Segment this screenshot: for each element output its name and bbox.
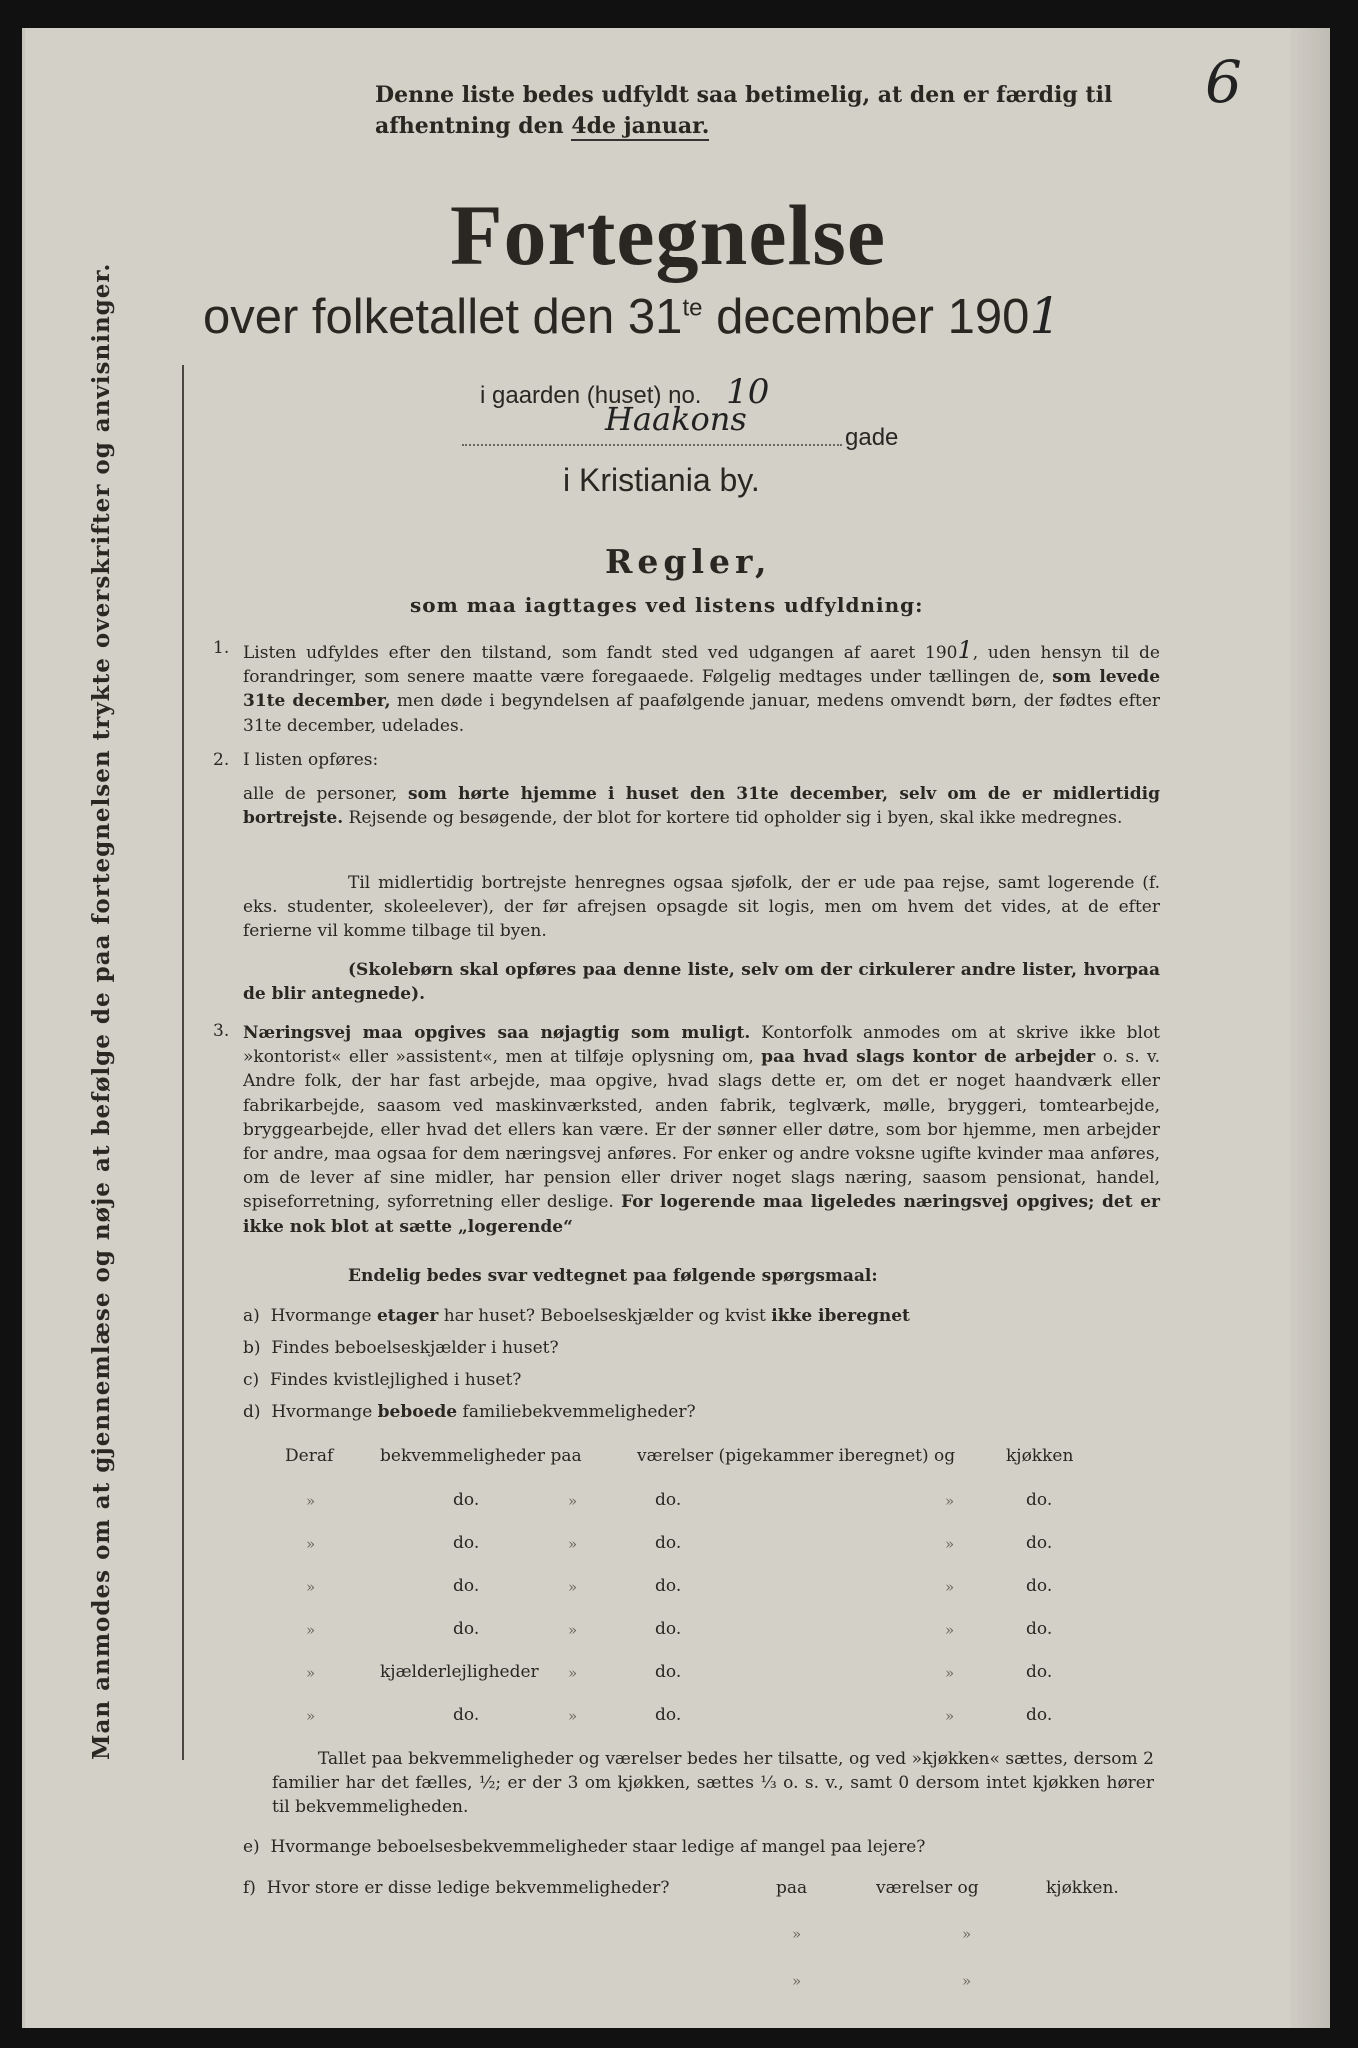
rule-2-para-1: alle de personer, som hørte hjemme i huset den 31te december, selv om de er midlertidig bortrejste. Rejsende og besøgende, der blot for kortere tid opholder sig i byen, skal ikke medregnes. [243,784,1160,829]
page-title: Fortegnelse [450,187,887,283]
street-handwritten: Haakons [605,400,747,438]
question-b: b) Findes beboelseskjælder i huset? [243,1338,559,1358]
question-e: e) Hvormange beboelsesbekvemmeligheder staar ledige af mangel paa lejere? [243,1837,926,1857]
rule-3-number: 3. [213,1021,230,1041]
pickup-date: 4de januar. [571,113,710,139]
header-note [375,80,1112,142]
rule-1-number: 1. [213,638,230,658]
questions-intro: Endelig bedes svar vedtegnet paa følgende spørgsmaal: [348,1266,878,1286]
house-number-line: i gaarden (huset) no. 10 [480,372,770,412]
question-f-paa: paa [776,1878,808,1898]
rule-2-lead: I listen opføres: [243,750,379,770]
rule-1-text: Listen udfyldes efter den tilstand, som fandt sted ved udgangen af aaret 1901, uden hensyn til de forandringer, som senere maatte være foregaaede. Følgelig medtages under tællingen de, som levede 31te december, men døde i begyndelsen af paafølgende januar, medens omvendt børn, der fødtes efter 31te december, udelades. [243,636,1161,736]
question-c: c) Findes kvistlejlighed i huset? [243,1370,522,1390]
question-f-kjokken: kjøkken. [1046,1878,1119,1898]
rules-heading: Regler, [605,542,772,581]
page-number-handwritten: 6 [1205,48,1242,116]
trailing-quote: » [792,1972,802,1990]
city-line: i Kristiania by. [563,462,760,498]
trailing-quote: » [962,1925,972,1943]
house-number-handwritten: 10 [726,372,770,412]
header-note-line2: afhentning den 4de januar. [375,113,710,139]
paper-edge [1290,28,1330,2028]
question-d: d) Hvormange beboede familiebekvemmeligheder? [243,1402,696,1422]
street-line [462,444,842,446]
header-note-line1: Denne liste bedes udfyldt saa betimelig, at den er færdig til [375,82,1113,108]
question-f: f) Hvor store er disse ledige bekvemmeligheder? [243,1878,670,1898]
table-header-vaerelser: værelser (pigekammer iberegnet) og [637,1446,956,1466]
rule-2-number: 2. [213,750,230,770]
sidebar-instruction: Man anmodes om at gjennemlæse og nøje at befølge de paa fortegnelsen trykte overskrifter og anvisninger. [88,262,115,1760]
table-header-deraf: Deraf [285,1446,334,1466]
table-note: Tallet paa bekvemmeligheder og værelser bedes her tilsatte, og ved »kjøkken« sættes, dersom 2 familier har det fælles, ½; er der 3 om kjøkken, sættes ⅓ o. s. v., samt 0 dersom intet kjøkken hører til bekvemmeligheden. [272,1749,1154,1818]
question-f-vaerelser: værelser og [876,1878,979,1898]
question-a: a) Hvormange etager har huset? Beboelseskjælder og kvist ikke iberegnet [243,1306,910,1326]
rule-2-para-2: Til midlertidig bortrejste henregnes ogsaa sjøfolk, der er ude paa rejse, samt logerende (f. eks. studenter, skoleelever), der før afrejsen opsagde sit logis, men om hvem det vides, at de efter ferierne vil komme tilbage til byen. [243,873,1160,942]
trailing-quote: » [962,1972,972,1990]
gade-label: gade [845,424,899,451]
table-header-kjokken: kjøkken [1006,1446,1074,1466]
rules-subheading: som maa iagttages ved listens udfyldning: [410,593,924,617]
census-year-handwritten: 1 [1029,287,1062,345]
rule-2-para-3: (Skolebørn skal opføres paa denne liste, selv om der cirkulerer andre lister, hvorpaa de blir antegnede). [243,960,1160,1005]
trailing-quote: » [792,1925,802,1943]
sidebar-divider [182,365,184,1760]
table-header-bekvem: bekvemmeligheder paa [380,1446,582,1466]
rule-3-text: Næringsvej maa opgives saa nøjagtig som muligt. Kontorfolk anmodes om at skrive ikke blot »kontorist« eller »assistent«, men at tilføje oplysning om, paa hvad slags kontor de arbejder o. s. v. Andre folk, der har fast arbejde, maa opgive, hvad slags dette er, om det er noget haandværk eller fabrikarbejde, saasom ved maskinværksted, anden fabrik, teglværk, mølle, bryggeri, tomtearbejde, bryggearbejde, eller hvad det ellers kan være. Er der sønner eller døtre, som bor hjemme, men arbejder for andre, maa ogsaa for dem næringsvej anføres. For enker og andre voksne ugifte kvinder maa anføres, om de lever af sine midler, har pension eller driver noget slags næring, saasom pensionat, handel, spiseforretning, syforretning eller deslige. For logerende maa ligeledes næringsvej opgives; det er ikke nok blot at sætte „logerende“ [243,1023,1161,1237]
page-subtitle: over folketallet den $31^{te}$ december 1901 [203,287,1062,345]
